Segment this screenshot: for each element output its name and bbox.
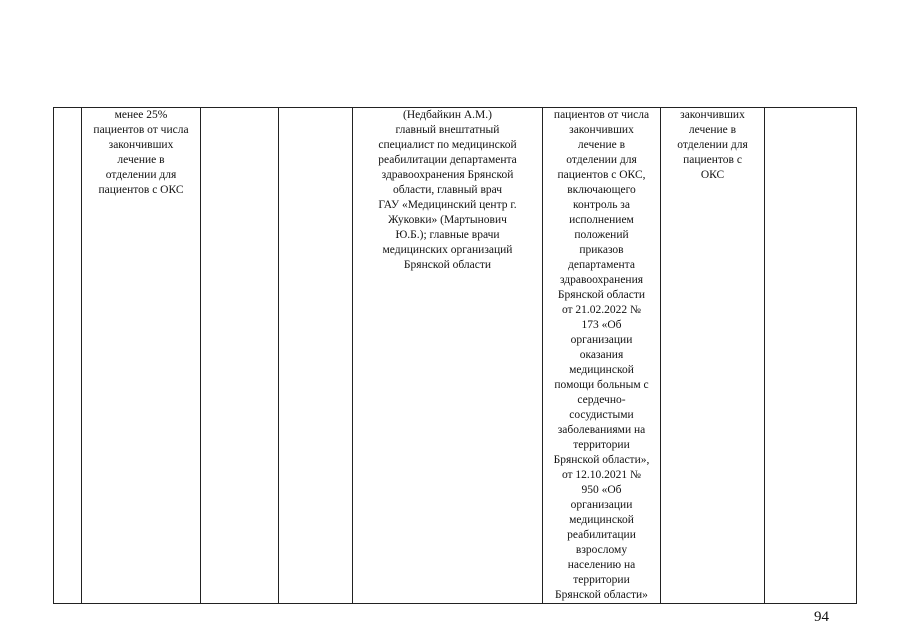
cell-result: закончивших лечение в отделении для пациентов с ОКС bbox=[661, 108, 765, 604]
page-number: 94 bbox=[814, 609, 829, 625]
measures-table bbox=[53, 107, 857, 604]
cell-empty-4 bbox=[279, 108, 353, 604]
cell-responsible: (Недбайкин А.М.) главный внештатный специалист по медицинской реабилитации департамента здравоохранения Брянской области, главный врач ГАУ «Медицинский центр г. Жуковки» (Мартынович Ю.Б.); главные врачи медицинских организаций Брянской области bbox=[353, 108, 543, 604]
cell-empty-3 bbox=[201, 108, 279, 604]
cell-empty-8 bbox=[765, 108, 857, 604]
table-row bbox=[54, 108, 857, 604]
cell-indicator: менее 25% пациентов от числа закончивших лечение в отделении для пациентов с ОКС bbox=[82, 108, 201, 604]
cell-number bbox=[54, 108, 82, 604]
cell-regulations: пациентов от числа закончивших лечение в отделении для пациентов с ОКС, включающего контроль за исполнением положений приказов департамента здравоохранения Брянской области от 21.02.2022 № 173 «Об организации оказания медицинской помощи больным с сердечно- сосудистыми заболеваниями на территории Брянской области», от 12.10.2021 № 950 «Об организации медицинской реабилитации взрослому населению на территории Брянской области» bbox=[543, 108, 661, 604]
